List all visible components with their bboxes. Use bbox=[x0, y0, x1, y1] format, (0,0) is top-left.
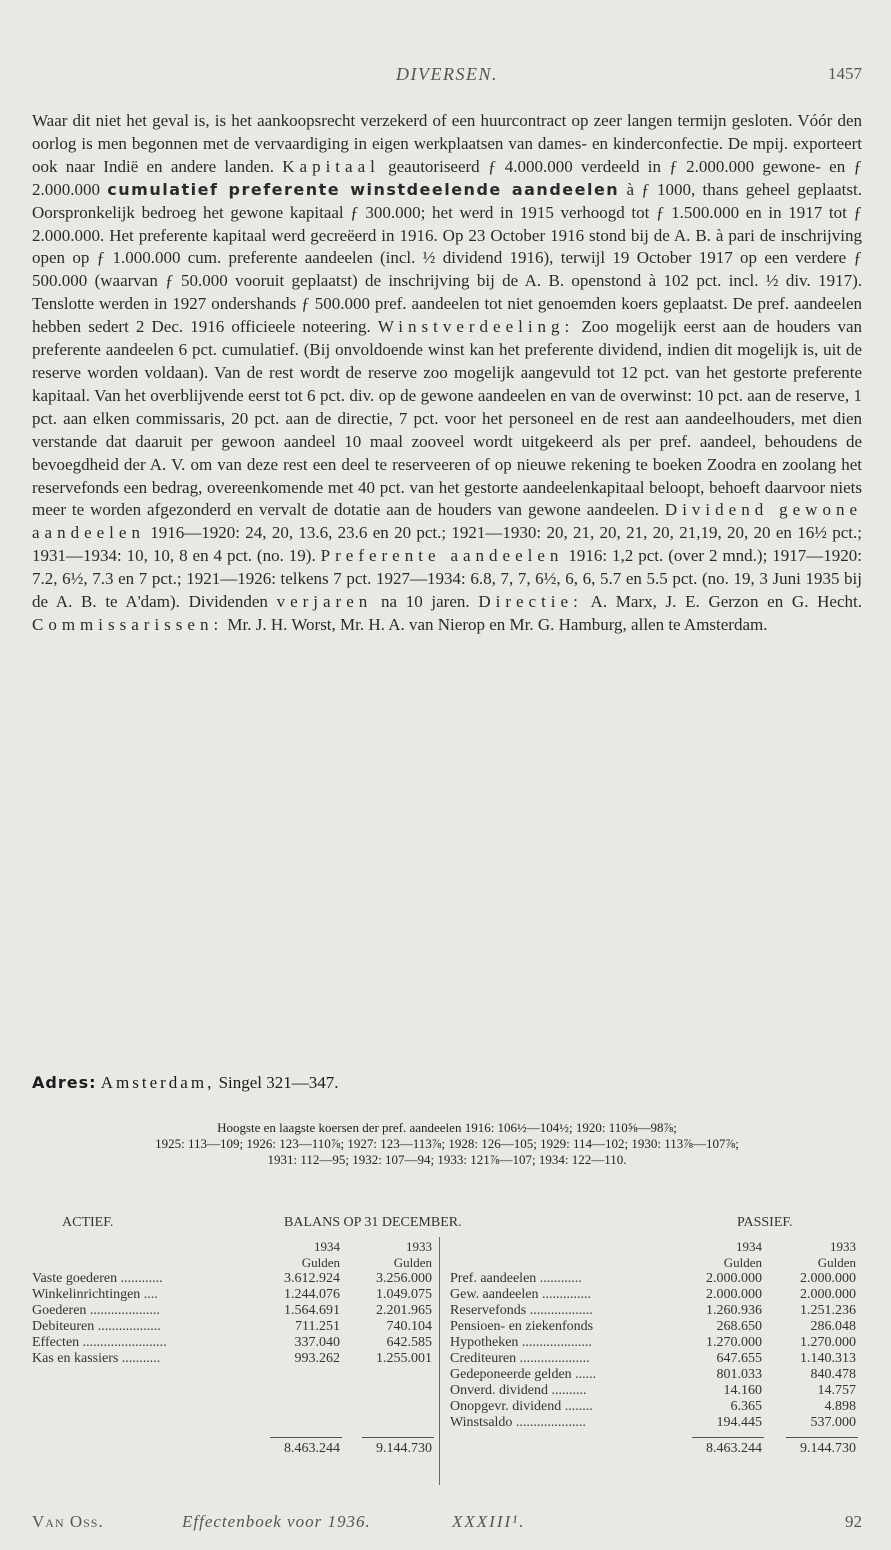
liability-label: Pref. aandeelen ............ bbox=[450, 1271, 582, 1286]
text-segment: na 10 jaren. bbox=[372, 592, 479, 612]
asset-1933: 3.256.000 bbox=[376, 1271, 432, 1286]
liability-1934: 2.000.000 bbox=[706, 1287, 762, 1302]
page-number: 1457 bbox=[828, 64, 862, 83]
asset-total-1933: 9.144.730 bbox=[376, 1441, 432, 1456]
asset-1934: 1.564.691 bbox=[284, 1303, 340, 1318]
price-line-3: 1931: 112—95; 1932: 107—94; 1933: 121⅞—107; 1934: 122—110. bbox=[267, 1152, 627, 1167]
liability-label: Winstsaldo .................... bbox=[450, 1415, 586, 1430]
asset-1933: 2.201.965 bbox=[376, 1303, 432, 1318]
passief-heading: PASSIEF. bbox=[737, 1215, 793, 1230]
address-label: Adres: bbox=[32, 1073, 97, 1092]
asset-label: Effecten ........................ bbox=[32, 1335, 167, 1350]
text-segment: Mr. J. H. Worst, Mr. H. A. van Nierop en Mr. G. Hamburg, allen te Amsterdam. bbox=[223, 614, 768, 634]
liability-1933: 1.140.313 bbox=[800, 1351, 856, 1366]
preferente-label: Preferente aandeelen bbox=[320, 546, 564, 566]
right-col-1934-head bbox=[672, 1239, 762, 1271]
year-label: 1934 bbox=[736, 1239, 762, 1254]
commissarissen-label: Commissarissen: bbox=[32, 614, 224, 634]
left-col-1933-head bbox=[342, 1239, 432, 1271]
liability-1934: 194.445 bbox=[716, 1415, 762, 1430]
liability-1933: 286.048 bbox=[810, 1319, 856, 1334]
asset-1933: 642.585 bbox=[386, 1335, 432, 1350]
address-street: Singel 321—347. bbox=[214, 1073, 339, 1092]
column-divider bbox=[439, 1237, 440, 1485]
kapitaal-label: Kapitaal bbox=[282, 156, 380, 176]
liability-label: Gedeponeerde gelden ...... bbox=[450, 1367, 597, 1382]
liability-label: Gew. aandeelen .............. bbox=[450, 1287, 591, 1302]
liability-label: Pensioen- en ziekenfonds bbox=[450, 1319, 594, 1334]
text-segment: 1916: 1,2 pct. (over 2 mnd.); 1917—1920: 7.2, 6½, 7.3 en 7 pct.; 1921—1926: telkens 7 pct. 1927—1934: 6.8, 7, 7, 6½, 6, 6, 5.7 en 5.5 pct. (no. 19, 3 Juni 1935 bij de A. B. te A'dam). Dividenden bbox=[32, 546, 862, 612]
liability-1933: 1.270.000 bbox=[800, 1335, 856, 1350]
asset-1933: 1.049.075 bbox=[376, 1287, 432, 1302]
liability-1933: 2.000.000 bbox=[800, 1271, 856, 1286]
liability-label: Hypotheken .................... bbox=[450, 1335, 592, 1350]
body-text bbox=[32, 110, 862, 637]
text-segment: 1916—1920: 24, 20, 13.6, 23.6 en 20 pct.; 1921—1930: 20, 21, 20, 21, 20, 21,19, 20, 20 en 16½ pct.; 1931—1934: 10, 10, 8 en 4 pct. (no. 19). bbox=[32, 523, 862, 566]
asset-1934: 337.040 bbox=[294, 1335, 340, 1350]
unit-label: Gulden bbox=[393, 1255, 432, 1270]
unit-label: Gulden bbox=[301, 1255, 340, 1270]
directie-label: Directie: bbox=[478, 592, 583, 612]
company-paragraph bbox=[32, 110, 862, 637]
balance-sheet bbox=[32, 1215, 862, 1475]
asset-1934: 711.251 bbox=[295, 1319, 340, 1334]
text-segment: Waar dit niet het geval is, is het aankoopsrecht verzekerd of een huurcontract op zeer langen termijn gesloten. Vóór den oorlog is men begonnen met de vervaardiging in eigen werkplaatsen van dames- en kinderconfectie. De mpij. exporteert ook naar Indië en andere landen. bbox=[32, 111, 862, 176]
left-col-1934-head bbox=[250, 1239, 340, 1271]
total-rule bbox=[270, 1437, 342, 1438]
liability-label: Reservefonds .................. bbox=[450, 1303, 593, 1318]
page-footer bbox=[32, 1512, 862, 1536]
liability-1934: 2.000.000 bbox=[706, 1271, 762, 1286]
cumulatief-label: cumulatief preferente winstdeelende aandeelen bbox=[107, 179, 620, 199]
text-segment: Zoo mogelijk eerst aan de houders van preferente aandeelen 6 pct. cumulatief. (Bij onvoldoende winst kan het preferente dividend, indien dit mogelijk is, uit de reserve worden voldaan). Van de rest wordt de reserve zoo mogelijk aangevuld tot 12 pct. van het gestorte preferente kapitaal. Van het overblijvende eerst tot 6 pct. div. op de gewone aandeelen en van de overwinst: 10 pct. aan de reserve, 1 pct. aan elken commissaris, 20 pct. aan de directie, 7 pct. voor het personeel en de rest aan aandeelhouders, met dien verstande dat daaruit per gewoon aandeel 10 maal zooveel wordt uitgekeerd als per pref. aandeel, behoudens de bevoegdheid der A. V. om van deze rest een deel te reserveeren of op nieuwe rekening te boeken Zoodra en zoolang het reservefonds een bedrag, overeenkomende met 40 pct. van het gestorte aandeelenkapitaal beloopt, behoeft daarvoor niets meer te worden afgezonderd en vervalt de dotatie aan de houders van gewone aandeelen. bbox=[32, 317, 862, 520]
asset-label: Debiteuren .................. bbox=[32, 1319, 161, 1334]
text-segment: A. Marx, J. E. Gerzon en G. Hecht. bbox=[582, 592, 862, 612]
liability-1934: 801.033 bbox=[716, 1367, 762, 1382]
liability-1933: 2.000.000 bbox=[800, 1287, 856, 1302]
actief-heading: ACTIEF. bbox=[62, 1215, 114, 1230]
dividend-gewone-label: Dividend gewone aandeelen bbox=[32, 500, 862, 543]
liability-label: Onverd. dividend .......... bbox=[450, 1383, 587, 1398]
price-line-1: Hoogste en laagste koersen der pref. aandeelen 1916: 106½—104½; 1920: 110⅝—98⅞; bbox=[217, 1120, 677, 1135]
year-label: 1934 bbox=[314, 1239, 340, 1254]
liability-1933: 537.000 bbox=[810, 1415, 856, 1430]
liability-1934: 268.650 bbox=[716, 1319, 762, 1334]
year-label: 1933 bbox=[830, 1239, 856, 1254]
unit-label: Gulden bbox=[723, 1255, 762, 1270]
year-label: 1933 bbox=[406, 1239, 432, 1254]
liability-1933: 840.478 bbox=[810, 1367, 856, 1382]
verjaren-label: verjaren bbox=[276, 592, 373, 612]
publisher: Van Oss. bbox=[32, 1512, 104, 1531]
text-segment: geautoriseerd ƒ 4.000.000 verdeeld in ƒ 2.000.000 gewone- en ƒ 2.000.000 bbox=[32, 156, 862, 199]
text-segment: à ƒ 1000, thans geheel geplaatst. Oorspronkelijk bedroeg het gewone kapitaal ƒ 300.000; het werd in 1915 verhoogd tot ƒ 1.500.000 en in 1917 tot ƒ 2.000.000. Het preferente kapitaal werd gecreëerd in 1916. Op 23 October 1916 stond bij de A. B. à pari de inschrijving open op ƒ 1.000.000 cum. preferente aandeelen (incl. ½ dividend 1916), terwijl 19 October 1917 op een verdere ƒ 500.000 (waarvan ƒ 50.000 vooruit geplaatst) de inschrijving bij de A. B. openstond à 102 pct. incl. ½ div. 1917). Tenslotte werden in 1927 ondershands ƒ 500.000 pref. aandeelen tot niet genoemden koers geplaatst. De pref. aandeelen hebben sedert 2 Dec. 1916 officieele noteering. bbox=[32, 179, 862, 337]
balance-title: BALANS OP 31 DECEMBER. bbox=[284, 1215, 462, 1230]
running-head bbox=[32, 64, 862, 86]
footer-page-number: 92 bbox=[845, 1512, 862, 1531]
liability-1933: 4.898 bbox=[824, 1399, 856, 1414]
address-line bbox=[32, 1073, 339, 1093]
asset-label: Goederen .................... bbox=[32, 1303, 160, 1318]
asset-1933: 740.104 bbox=[386, 1319, 432, 1334]
liability-1934: 647.655 bbox=[716, 1351, 762, 1366]
total-rule bbox=[786, 1437, 858, 1438]
asset-1934: 1.244.076 bbox=[284, 1287, 340, 1302]
price-line-2: 1925: 113—109; 1926: 123—110⅞; 1927: 123—113⅞; 1928: 126—105; 1929: 114—102; 1930: 113⅞—107⅞; bbox=[155, 1136, 739, 1151]
liability-1933: 14.757 bbox=[817, 1383, 856, 1398]
liability-total-1933: 9.144.730 bbox=[800, 1441, 856, 1456]
asset-1934: 3.612.924 bbox=[284, 1271, 340, 1286]
unit-label: Gulden bbox=[817, 1255, 856, 1270]
liability-label: Onopgevr. dividend ........ bbox=[450, 1399, 593, 1414]
liability-1934: 14.160 bbox=[723, 1383, 762, 1398]
asset-label: Vaste goederen ............ bbox=[32, 1271, 163, 1286]
price-history bbox=[32, 1120, 862, 1168]
book-title: Effectenboek voor 1936. bbox=[182, 1512, 371, 1531]
asset-1933: 1.255.001 bbox=[376, 1351, 432, 1366]
liability-1934: 1.260.936 bbox=[706, 1303, 762, 1318]
total-rule bbox=[692, 1437, 764, 1438]
signature-mark: XXXIII¹. bbox=[452, 1512, 526, 1531]
liability-1934: 6.365 bbox=[730, 1399, 762, 1414]
asset-label: Kas en kassiers ........... bbox=[32, 1351, 161, 1366]
address-city: Amsterdam, bbox=[100, 1073, 215, 1092]
liability-label: Crediteuren .................... bbox=[450, 1351, 590, 1366]
total-rule bbox=[362, 1437, 434, 1438]
winstverdeeling-label: Winstverdeeling: bbox=[377, 317, 575, 337]
liability-total-1934: 8.463.244 bbox=[706, 1441, 762, 1456]
right-col-1933-head bbox=[766, 1239, 856, 1271]
section-title: DIVERSEN. bbox=[396, 64, 498, 84]
liability-1934: 1.270.000 bbox=[706, 1335, 762, 1350]
liability-1933: 1.251.236 bbox=[800, 1303, 856, 1318]
asset-1934: 993.262 bbox=[294, 1351, 340, 1366]
asset-total-1934: 8.463.244 bbox=[284, 1441, 340, 1456]
asset-label: Winkelinrichtingen .... bbox=[32, 1287, 158, 1302]
